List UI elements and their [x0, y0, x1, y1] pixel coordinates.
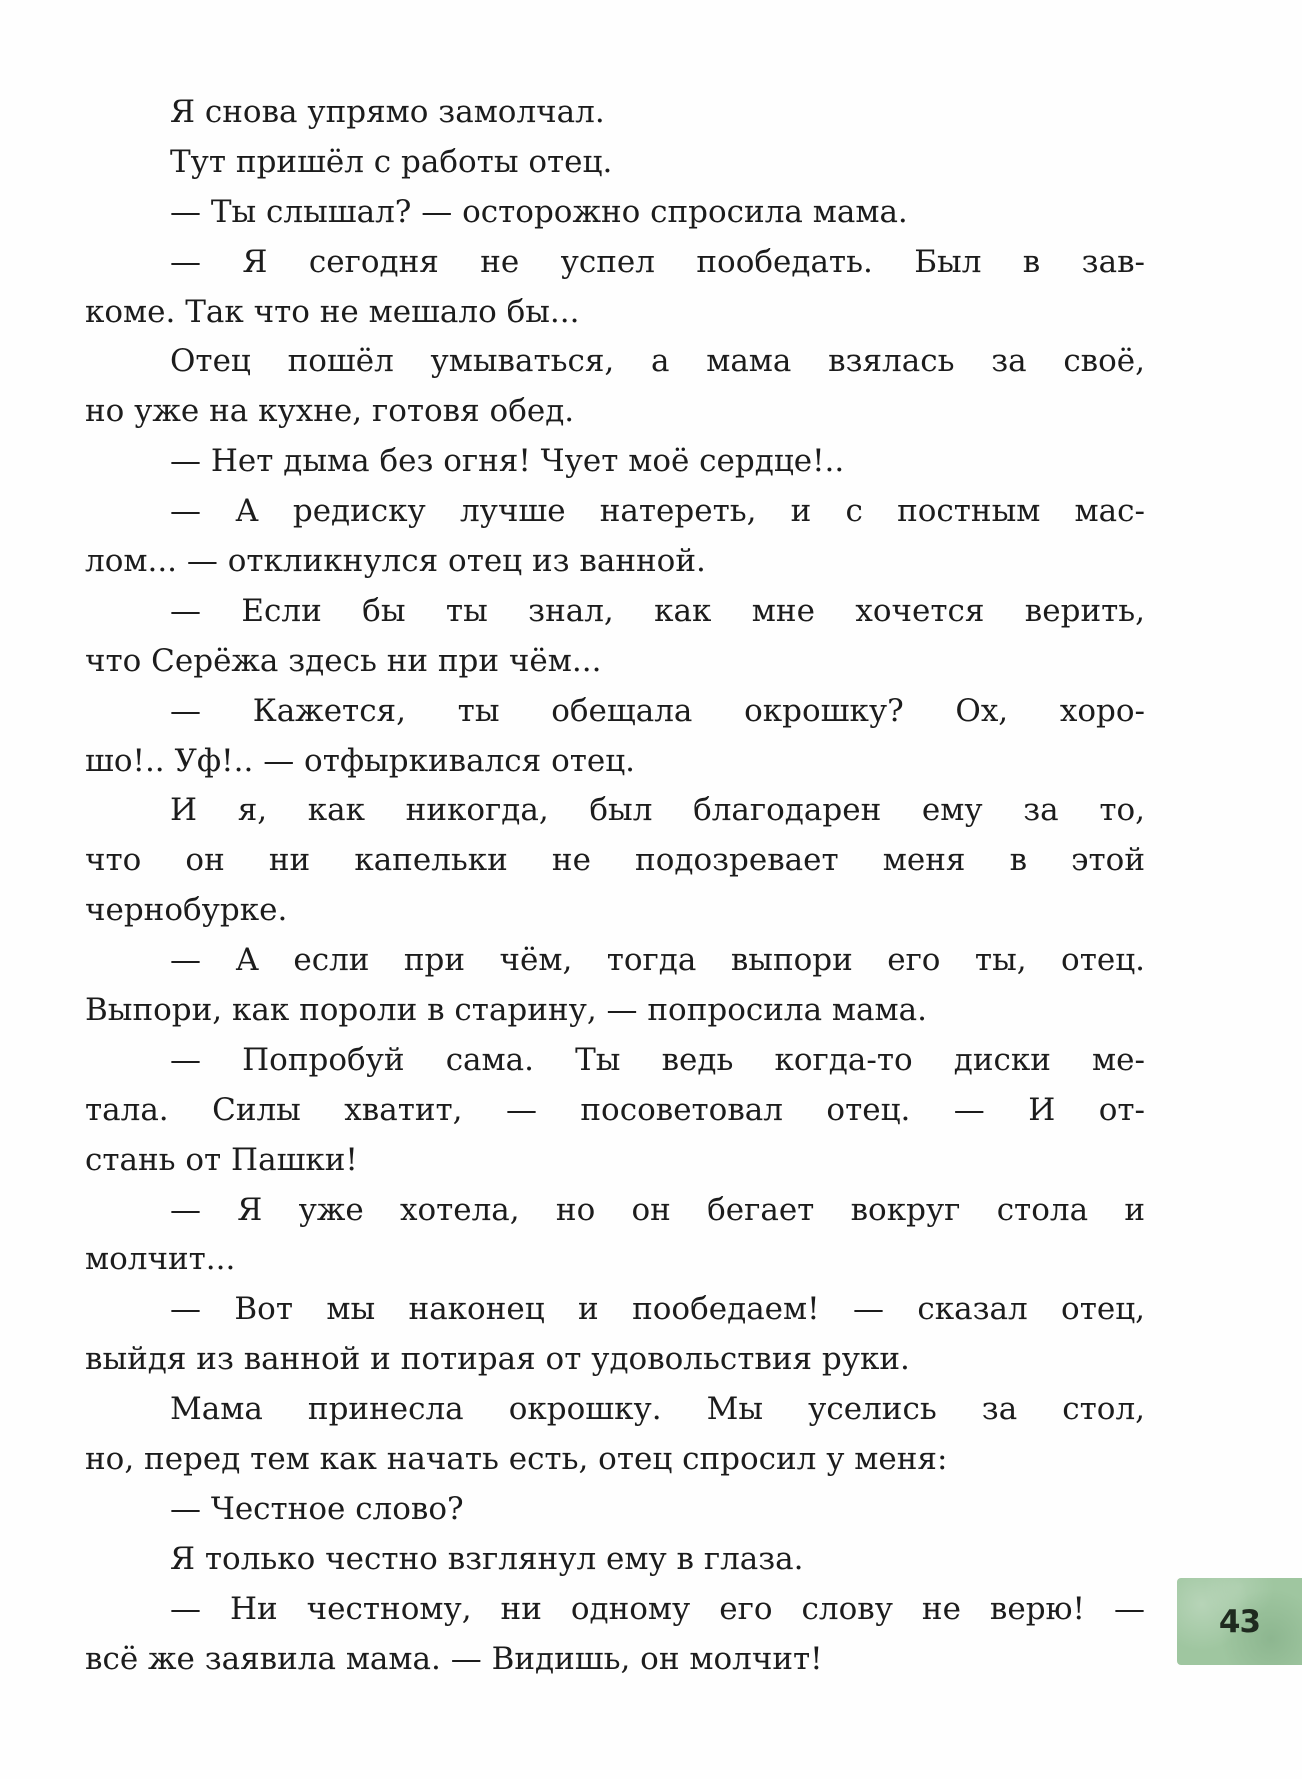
text-line: шо!.. Уф!.. — отфыркивался отец.	[85, 742, 636, 779]
text-line: но уже на кухне, готовя обед.	[85, 393, 575, 430]
text-line: что он ни капельки не подозревает меня в этой	[85, 842, 1145, 879]
text-line: — Честное слово?	[170, 1490, 464, 1527]
text-line: но, перед тем как начать есть, отец спросил у меня:	[85, 1441, 948, 1478]
text-line: всё же заявила мама. — Видишь, он молчит!	[85, 1640, 823, 1677]
text-line: стань от Пашки!	[85, 1141, 358, 1178]
text-line: И я, как никогда, был благодарен ему за то,	[170, 792, 1145, 829]
text-line: Я только честно взглянул ему в глаза.	[170, 1540, 804, 1577]
text-line: молчит...	[85, 1241, 236, 1278]
text-line: — Ни честному, ни одному его слову не верю! —	[170, 1590, 1145, 1627]
text-line: — Если бы ты знал, как мне хочется верить,	[170, 592, 1145, 629]
text-line: — Ты слышал? — осторожно спросила мама.	[170, 193, 908, 230]
text-line: — А если при чём, тогда выпори его ты, отец.	[170, 942, 1145, 979]
text-line: что Серёжа здесь ни при чём...	[85, 642, 602, 679]
text-line: — Я сегодня не успел пообедать. Был в зав-	[170, 243, 1145, 280]
text-line: Тут пришёл с работы отец.	[170, 143, 613, 180]
text-line: Мама принесла окрошку. Мы уселись за стол,	[170, 1391, 1145, 1428]
text-line: — Я уже хотела, но он бегает вокруг стола и	[170, 1191, 1145, 1228]
page-number: 43	[1218, 1603, 1261, 1640]
text-line: тала. Силы хватит, — посоветовал отец. — И от-	[85, 1091, 1145, 1128]
page-number-tab	[1177, 1578, 1302, 1665]
text-line: — Кажется, ты обещала окрошку? Ох, хоро-	[170, 692, 1145, 729]
text-line: — Попробуй сама. Ты ведь когда-то диски ме-	[170, 1041, 1145, 1078]
text-line: Отец пошёл умываться, а мама взялась за своё,	[170, 343, 1145, 380]
text-line: чернобурке.	[85, 892, 288, 929]
text-line: лом... — откликнулся отец из ванной.	[85, 543, 706, 580]
text-line: — Вот мы наконец и пообедаем! — сказал отец,	[170, 1291, 1145, 1328]
text-line: — Нет дыма без огня! Чует моё сердце!..	[170, 443, 845, 480]
text-line: — А редиску лучше натереть, и с постным мас-	[170, 493, 1145, 530]
page-text	[85, 88, 1145, 1685]
text-line: выйдя из ванной и потирая от удовольствия руки.	[85, 1341, 910, 1378]
text-line: Я снова упрямо замолчал.	[170, 94, 605, 130]
text-line: коме. Так что не мешало бы...	[85, 293, 580, 330]
text-line: Выпори, как пороли в старину, — попросила мама.	[85, 992, 927, 1029]
